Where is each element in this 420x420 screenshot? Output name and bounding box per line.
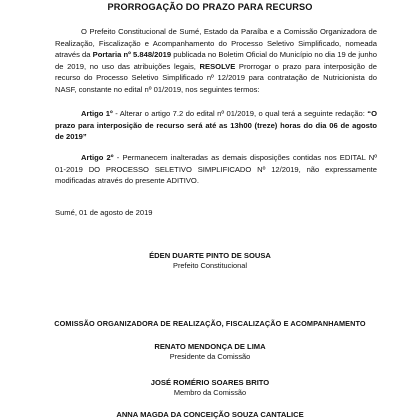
intro-text-4: , nos seguintes termos: (181, 84, 260, 94)
artigo-1-new-wording: “O prazo para interposição de recurso será até as 13h00 (treze) horas do dia 06 de agosto de 2019” (55, 109, 377, 142)
intro-text-2: publicada no Boletim Oficial do Município no dia 19 de junho de 2019, no uso das atribuições legais, (55, 50, 377, 71)
document-date: Sumé, 01 de agosto de 2019 (55, 208, 153, 217)
membro-1-name: JOSÉ ROMÉRIO SOARES BRITO (150, 378, 270, 387)
presidente-signature-block (0, 342, 420, 362)
commission-title: COMISSÃO ORGANIZADORA DE REALIZAÇÃO, FISCALIZAÇÃO E ACOMPANHAMENTO (54, 319, 366, 328)
intro-paragraph (55, 26, 377, 96)
intro-text-1: O Prefeito Constitucional de Sumé, Estado da Paraíba e a Comissão Organizadora de Realização, Fiscalização e Acompanhamento do Processo Seletivo Simplificado, nomeada através da (55, 27, 377, 60)
prefeito-role: Prefeito Constitucional (173, 261, 247, 270)
prefeito-signature-block (0, 251, 420, 271)
artigo-1-text: - Alterar o artigo 7.2 do edital nº 01/2019, o qual terá a seguinte redação: (112, 109, 368, 118)
artigo-2-paragraph (55, 152, 377, 187)
membro-2-name: ANNA MAGDA DA CONCEIÇÃO SOUZA CANTALICE (116, 410, 304, 419)
prefeito-name: ÉDEN DUARTE PINTO DE SOUSA (149, 251, 271, 260)
artigo-2-text: - Permanecem inalteradas as demais disposições contidas nos EDITAL Nº 01-2019 DO PROCESSO SELETIVO SIMPLIFICADO Nº 12/2019, não expressamente modificadas através do presente ADITIVO. (55, 153, 377, 186)
membro-1-signature-block (0, 378, 420, 398)
presidente-name: RENATO MENDONÇA DE LIMA (154, 342, 266, 351)
membro-2-signature-block (0, 410, 420, 420)
document-title: PRORROGAÇÃO DO PRAZO PARA RECURSO (107, 2, 313, 12)
membro-1-role: Membro da Comissão (173, 388, 247, 397)
artigo-1-label: Artigo 1º (81, 109, 113, 118)
portaria-reference: Portaria nº 5.848/2019 (92, 50, 172, 60)
intro-text-3: Prorrogar o prazo para interposição de recurso do Processo Seletivo Simplificado nº 12/2019 para contratação de Nutricionista do NASF, constante no edital nº 01/2019 (55, 61, 378, 94)
artigo-2-label: Artigo 2º (81, 153, 114, 162)
presidente-role: Presidente da Comissão (169, 352, 251, 361)
artigo-1-paragraph (55, 108, 377, 143)
resolve-keyword: RESOLVE (199, 61, 236, 71)
